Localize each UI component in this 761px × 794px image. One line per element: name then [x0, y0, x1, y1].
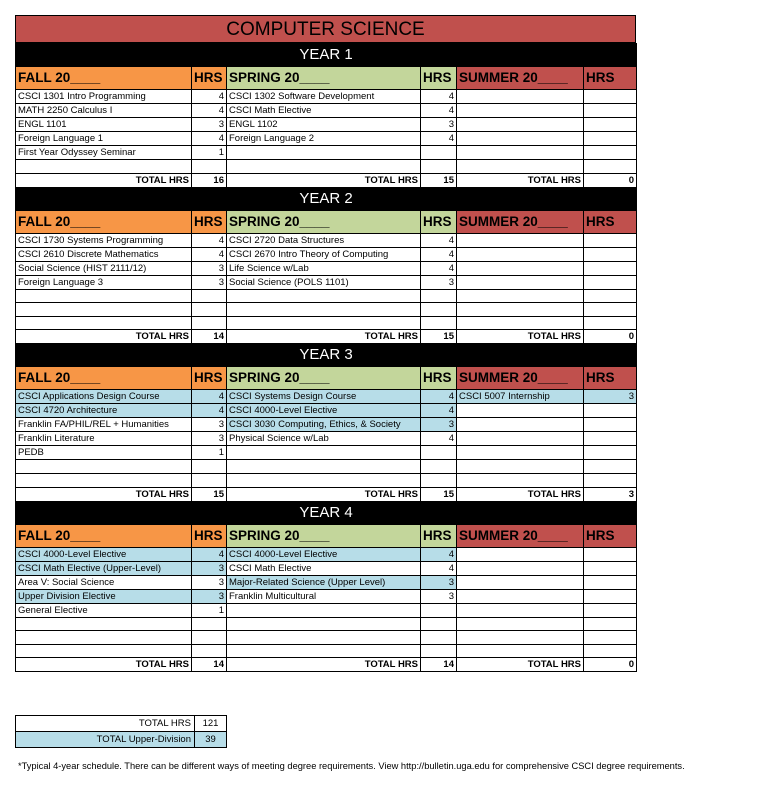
summer-course-hrs: [584, 247, 637, 261]
spring-total-hrs: 15: [421, 330, 457, 344]
course-row: [16, 617, 637, 631]
degree-plan-sheet: [15, 15, 636, 672]
year-total-row: [16, 173, 637, 187]
year-label: YEAR 2: [16, 187, 637, 210]
spring-hrs-header: HRS: [421, 524, 457, 547]
fall-hrs-header: HRS: [192, 367, 227, 390]
summer-course: [457, 146, 584, 160]
summer-course: [457, 118, 584, 132]
summary-total-label: TOTAL HRS: [16, 716, 195, 732]
summer-course-hrs: [584, 418, 637, 432]
fall-course: [16, 631, 192, 645]
spring-course-hrs: [421, 146, 457, 160]
spring-course: CSCI 1302 Software Development: [227, 90, 421, 104]
course-row: [16, 390, 637, 404]
fall-total-hrs: 14: [192, 330, 227, 344]
summer-course-hrs: [584, 631, 637, 645]
summer-course: [457, 261, 584, 275]
fall-course: Foreign Language 3: [16, 275, 192, 289]
summer-course: [457, 275, 584, 289]
spring-course: Foreign Language 2: [227, 132, 421, 146]
fall-course-hrs: 3: [192, 261, 227, 275]
spring-course-hrs: 3: [421, 275, 457, 289]
summer-course: [457, 303, 584, 317]
year-label: YEAR 1: [16, 44, 637, 67]
summer-course-hrs: [584, 289, 637, 303]
summer-course: [457, 631, 584, 645]
fall-total-label: TOTAL HRS: [16, 658, 192, 672]
spring-course: [227, 617, 421, 631]
spring-course-hrs: 3: [421, 418, 457, 432]
fall-course-hrs: 4: [192, 132, 227, 146]
fall-course: Area V: Social Science: [16, 575, 192, 589]
fall-course: CSCI 4000-Level Elective: [16, 547, 192, 561]
fall-course: [16, 473, 192, 487]
fall-course: CSCI 1301 Intro Programming: [16, 90, 192, 104]
spring-total-hrs: 14: [421, 658, 457, 672]
fall-course: CSCI Math Elective (Upper-Level): [16, 561, 192, 575]
summer-course-hrs: [584, 460, 637, 474]
spring-course: [227, 460, 421, 474]
spring-course-hrs: 4: [421, 90, 457, 104]
fall-course-hrs: 4: [192, 90, 227, 104]
fall-course: Upper Division Elective: [16, 589, 192, 603]
fall-course-hrs: 4: [192, 390, 227, 404]
course-row: [16, 316, 637, 330]
spring-course-hrs: 4: [421, 404, 457, 418]
summer-course-hrs: [584, 644, 637, 658]
spring-course: Social Science (POLS 1101): [227, 275, 421, 289]
spring-term-header: SPRING 20____: [227, 524, 421, 547]
summer-course-hrs: [584, 132, 637, 146]
fall-course-hrs: [192, 460, 227, 474]
spring-course-hrs: 4: [421, 561, 457, 575]
fall-course: PEDB: [16, 446, 192, 460]
spring-total-label: TOTAL HRS: [227, 658, 421, 672]
fall-course-hrs: 3: [192, 561, 227, 575]
spring-term-header: SPRING 20____: [227, 67, 421, 90]
spring-course: [227, 603, 421, 617]
fall-term-header: FALL 20____: [16, 524, 192, 547]
course-row: [16, 90, 637, 104]
course-row: [16, 418, 637, 432]
summer-total-label: TOTAL HRS: [457, 330, 584, 344]
summer-course: [457, 589, 584, 603]
term-header-row: [16, 367, 637, 390]
summer-total-label: TOTAL HRS: [457, 173, 584, 187]
course-row: [16, 247, 637, 261]
summer-course: [457, 160, 584, 174]
fall-course: Foreign Language 1: [16, 132, 192, 146]
fall-course-hrs: [192, 316, 227, 330]
course-row: [16, 289, 637, 303]
summer-term-header: SUMMER 20____: [457, 67, 584, 90]
fall-course-hrs: 3: [192, 275, 227, 289]
fall-course: [16, 316, 192, 330]
summer-total-label: TOTAL HRS: [457, 658, 584, 672]
summer-course: [457, 104, 584, 118]
spring-term-header: SPRING 20____: [227, 210, 421, 233]
course-row: [16, 261, 637, 275]
summer-course-hrs: [584, 589, 637, 603]
summer-course: [457, 404, 584, 418]
fall-term-header: FALL 20____: [16, 210, 192, 233]
spring-course-hrs: [421, 316, 457, 330]
summary-upper-label: TOTAL Upper-Division: [16, 732, 195, 748]
fall-course-hrs: [192, 160, 227, 174]
summer-course: [457, 316, 584, 330]
fall-hrs-header: HRS: [192, 524, 227, 547]
summer-course-hrs: [584, 603, 637, 617]
course-row: [16, 631, 637, 645]
fall-course: [16, 160, 192, 174]
summer-term-header: SUMMER 20____: [457, 524, 584, 547]
spring-course-hrs: 4: [421, 432, 457, 446]
spring-total-hrs: 15: [421, 173, 457, 187]
fall-course-hrs: 4: [192, 404, 227, 418]
summer-hrs-header: HRS: [584, 210, 637, 233]
summer-course: [457, 432, 584, 446]
summer-course: [457, 644, 584, 658]
summer-course-hrs: [584, 118, 637, 132]
summer-course-hrs: [584, 575, 637, 589]
summer-term-header: SUMMER 20____: [457, 367, 584, 390]
year-header-row: [16, 44, 637, 67]
term-header-row: [16, 210, 637, 233]
course-row: [16, 575, 637, 589]
summer-course: [457, 473, 584, 487]
year-header-row: [16, 501, 637, 524]
spring-course-hrs: [421, 631, 457, 645]
fall-course: CSCI 2610 Discrete Mathematics: [16, 247, 192, 261]
summer-term-header: SUMMER 20____: [457, 210, 584, 233]
spring-course-hrs: 4: [421, 261, 457, 275]
summary-upper-value: 39: [195, 732, 227, 748]
summer-course: [457, 132, 584, 146]
spring-course: [227, 146, 421, 160]
spring-course-hrs: 4: [421, 547, 457, 561]
year-label: YEAR 3: [16, 344, 637, 367]
fall-total-label: TOTAL HRS: [16, 330, 192, 344]
summary-total-value: 121: [195, 716, 227, 732]
summer-course: [457, 561, 584, 575]
summer-course-hrs: [584, 316, 637, 330]
summer-course: [457, 603, 584, 617]
summer-course-hrs: [584, 261, 637, 275]
summer-course-hrs: [584, 146, 637, 160]
spring-course: CSCI 3030 Computing, Ethics, & Society: [227, 418, 421, 432]
course-row: [16, 303, 637, 317]
summer-course-hrs: [584, 233, 637, 247]
year-total-row: [16, 330, 637, 344]
fall-total-hrs: 16: [192, 173, 227, 187]
summer-course-hrs: [584, 275, 637, 289]
spring-course: [227, 446, 421, 460]
spring-course: CSCI Math Elective: [227, 104, 421, 118]
summer-course-hrs: [584, 160, 637, 174]
spring-hrs-header: HRS: [421, 210, 457, 233]
summer-course-hrs: [584, 104, 637, 118]
fall-course: Franklin Literature: [16, 432, 192, 446]
course-row: [16, 603, 637, 617]
fall-course-hrs: 4: [192, 547, 227, 561]
fall-course-hrs: 1: [192, 446, 227, 460]
year-label: YEAR 4: [16, 501, 637, 524]
fall-course: [16, 617, 192, 631]
summer-course: [457, 418, 584, 432]
fall-course: Social Science (HIST 2111/12): [16, 261, 192, 275]
course-row: [16, 118, 637, 132]
fall-course-hrs: [192, 644, 227, 658]
summer-hrs-header: HRS: [584, 524, 637, 547]
course-row: [16, 432, 637, 446]
summer-course-hrs: [584, 90, 637, 104]
course-row: [16, 132, 637, 146]
spring-course: [227, 316, 421, 330]
course-row: [16, 644, 637, 658]
fall-course-hrs: [192, 473, 227, 487]
spring-course: CSCI Systems Design Course: [227, 390, 421, 404]
spring-course: Life Science w/Lab: [227, 261, 421, 275]
summer-course: [457, 247, 584, 261]
summer-course: [457, 460, 584, 474]
spring-course-hrs: [421, 460, 457, 474]
fall-course: Franklin FA/PHIL/REL + Humanities: [16, 418, 192, 432]
fall-course: [16, 460, 192, 474]
fall-hrs-header: HRS: [192, 67, 227, 90]
summer-course: CSCI 5007 Internship: [457, 390, 584, 404]
course-row: [16, 589, 637, 603]
spring-course: CSCI 2670 Intro Theory of Computing: [227, 247, 421, 261]
year-total-row: [16, 658, 637, 672]
fall-course: [16, 289, 192, 303]
fall-course: CSCI Applications Design Course: [16, 390, 192, 404]
spring-course: [227, 289, 421, 303]
schedule-table: [15, 43, 637, 672]
spring-total-label: TOTAL HRS: [227, 487, 421, 501]
fall-total-hrs: 14: [192, 658, 227, 672]
fall-course-hrs: 4: [192, 104, 227, 118]
summer-course: [457, 575, 584, 589]
spring-course-hrs: [421, 160, 457, 174]
fall-total-hrs: 15: [192, 487, 227, 501]
spring-course: CSCI 4000-Level Elective: [227, 547, 421, 561]
spring-course-hrs: [421, 617, 457, 631]
spring-course-hrs: 4: [421, 233, 457, 247]
spring-course-hrs: [421, 289, 457, 303]
fall-course: First Year Odyssey Seminar: [16, 146, 192, 160]
spring-course-hrs: 3: [421, 589, 457, 603]
course-row: [16, 275, 637, 289]
spring-course: CSCI 4000-Level Elective: [227, 404, 421, 418]
fall-course: CSCI 1730 Systems Programming: [16, 233, 192, 247]
fall-course-hrs: 1: [192, 146, 227, 160]
fall-course-hrs: 3: [192, 118, 227, 132]
summer-course-hrs: [584, 303, 637, 317]
summer-course: [457, 90, 584, 104]
summer-course-hrs: [584, 473, 637, 487]
spring-total-hrs: 15: [421, 487, 457, 501]
course-row: [16, 547, 637, 561]
summer-total-hrs: 0: [584, 173, 637, 187]
spring-course-hrs: 3: [421, 118, 457, 132]
year-header-row: [16, 187, 637, 210]
summary-totals: [15, 715, 227, 748]
summer-course-hrs: [584, 561, 637, 575]
fall-term-header: FALL 20____: [16, 367, 192, 390]
fall-course: MATH 2250 Calculus I: [16, 104, 192, 118]
course-row: [16, 104, 637, 118]
spring-course-hrs: [421, 603, 457, 617]
term-header-row: [16, 67, 637, 90]
spring-course: Franklin Multicultural: [227, 589, 421, 603]
summer-hrs-header: HRS: [584, 367, 637, 390]
spring-course: ENGL 1102: [227, 118, 421, 132]
course-row: [16, 404, 637, 418]
course-row: [16, 233, 637, 247]
spring-course: Physical Science w/Lab: [227, 432, 421, 446]
year-header-row: [16, 344, 637, 367]
spring-term-header: SPRING 20____: [227, 367, 421, 390]
fall-course-hrs: [192, 631, 227, 645]
term-header-row: [16, 524, 637, 547]
fall-course-hrs: 3: [192, 432, 227, 446]
spring-course: [227, 644, 421, 658]
spring-hrs-header: HRS: [421, 67, 457, 90]
summer-total-hrs: 0: [584, 330, 637, 344]
summer-course-hrs: [584, 432, 637, 446]
fall-hrs-header: HRS: [192, 210, 227, 233]
summer-course-hrs: 3: [584, 390, 637, 404]
spring-course: [227, 631, 421, 645]
spring-course: [227, 160, 421, 174]
spring-course: Major-Related Science (Upper Level): [227, 575, 421, 589]
summer-course: [457, 289, 584, 303]
spring-total-label: TOTAL HRS: [227, 330, 421, 344]
fall-course-hrs: 3: [192, 575, 227, 589]
footnote: *Typical 4-year schedule. There can be different ways of meeting degree requirements. View http://bulletin.uga.edu for comprehensive CSCI degree requirements.: [18, 761, 685, 771]
spring-course-hrs: [421, 644, 457, 658]
spring-total-label: TOTAL HRS: [227, 173, 421, 187]
summer-course-hrs: [584, 446, 637, 460]
fall-course: ENGL 1101: [16, 118, 192, 132]
course-row: [16, 561, 637, 575]
fall-term-header: FALL 20____: [16, 67, 192, 90]
fall-course-hrs: 1: [192, 603, 227, 617]
summer-course-hrs: [584, 617, 637, 631]
fall-course: General Elective: [16, 603, 192, 617]
page-title: COMPUTER SCIENCE: [15, 15, 636, 43]
spring-hrs-header: HRS: [421, 367, 457, 390]
fall-course-hrs: 3: [192, 589, 227, 603]
summary-upper-row: [16, 732, 227, 748]
spring-course-hrs: [421, 303, 457, 317]
fall-course-hrs: [192, 289, 227, 303]
spring-course-hrs: 3: [421, 575, 457, 589]
summer-total-hrs: 0: [584, 658, 637, 672]
summer-total-label: TOTAL HRS: [457, 487, 584, 501]
fall-course-hrs: [192, 303, 227, 317]
course-row: [16, 146, 637, 160]
fall-course-hrs: 3: [192, 418, 227, 432]
summer-course-hrs: [584, 547, 637, 561]
spring-course-hrs: 4: [421, 247, 457, 261]
summer-hrs-header: HRS: [584, 67, 637, 90]
course-row: [16, 446, 637, 460]
spring-course: [227, 303, 421, 317]
spring-course-hrs: 4: [421, 104, 457, 118]
summer-course: [457, 446, 584, 460]
year-total-row: [16, 487, 637, 501]
summer-course: [457, 547, 584, 561]
spring-course-hrs: 4: [421, 390, 457, 404]
course-row: [16, 460, 637, 474]
summer-course: [457, 233, 584, 247]
fall-course: [16, 303, 192, 317]
summer-course-hrs: [584, 404, 637, 418]
summary-total-row: [16, 716, 227, 732]
spring-course-hrs: [421, 446, 457, 460]
fall-course-hrs: [192, 617, 227, 631]
spring-course-hrs: [421, 473, 457, 487]
fall-course: [16, 644, 192, 658]
spring-course: CSCI Math Elective: [227, 561, 421, 575]
summer-total-hrs: 3: [584, 487, 637, 501]
fall-course: CSCI 4720 Architecture: [16, 404, 192, 418]
fall-total-label: TOTAL HRS: [16, 173, 192, 187]
spring-course-hrs: 4: [421, 132, 457, 146]
summer-course: [457, 617, 584, 631]
course-row: [16, 473, 637, 487]
course-row: [16, 160, 637, 174]
fall-course-hrs: 4: [192, 247, 227, 261]
fall-total-label: TOTAL HRS: [16, 487, 192, 501]
spring-course: CSCI 2720 Data Structures: [227, 233, 421, 247]
spring-course: [227, 473, 421, 487]
fall-course-hrs: 4: [192, 233, 227, 247]
